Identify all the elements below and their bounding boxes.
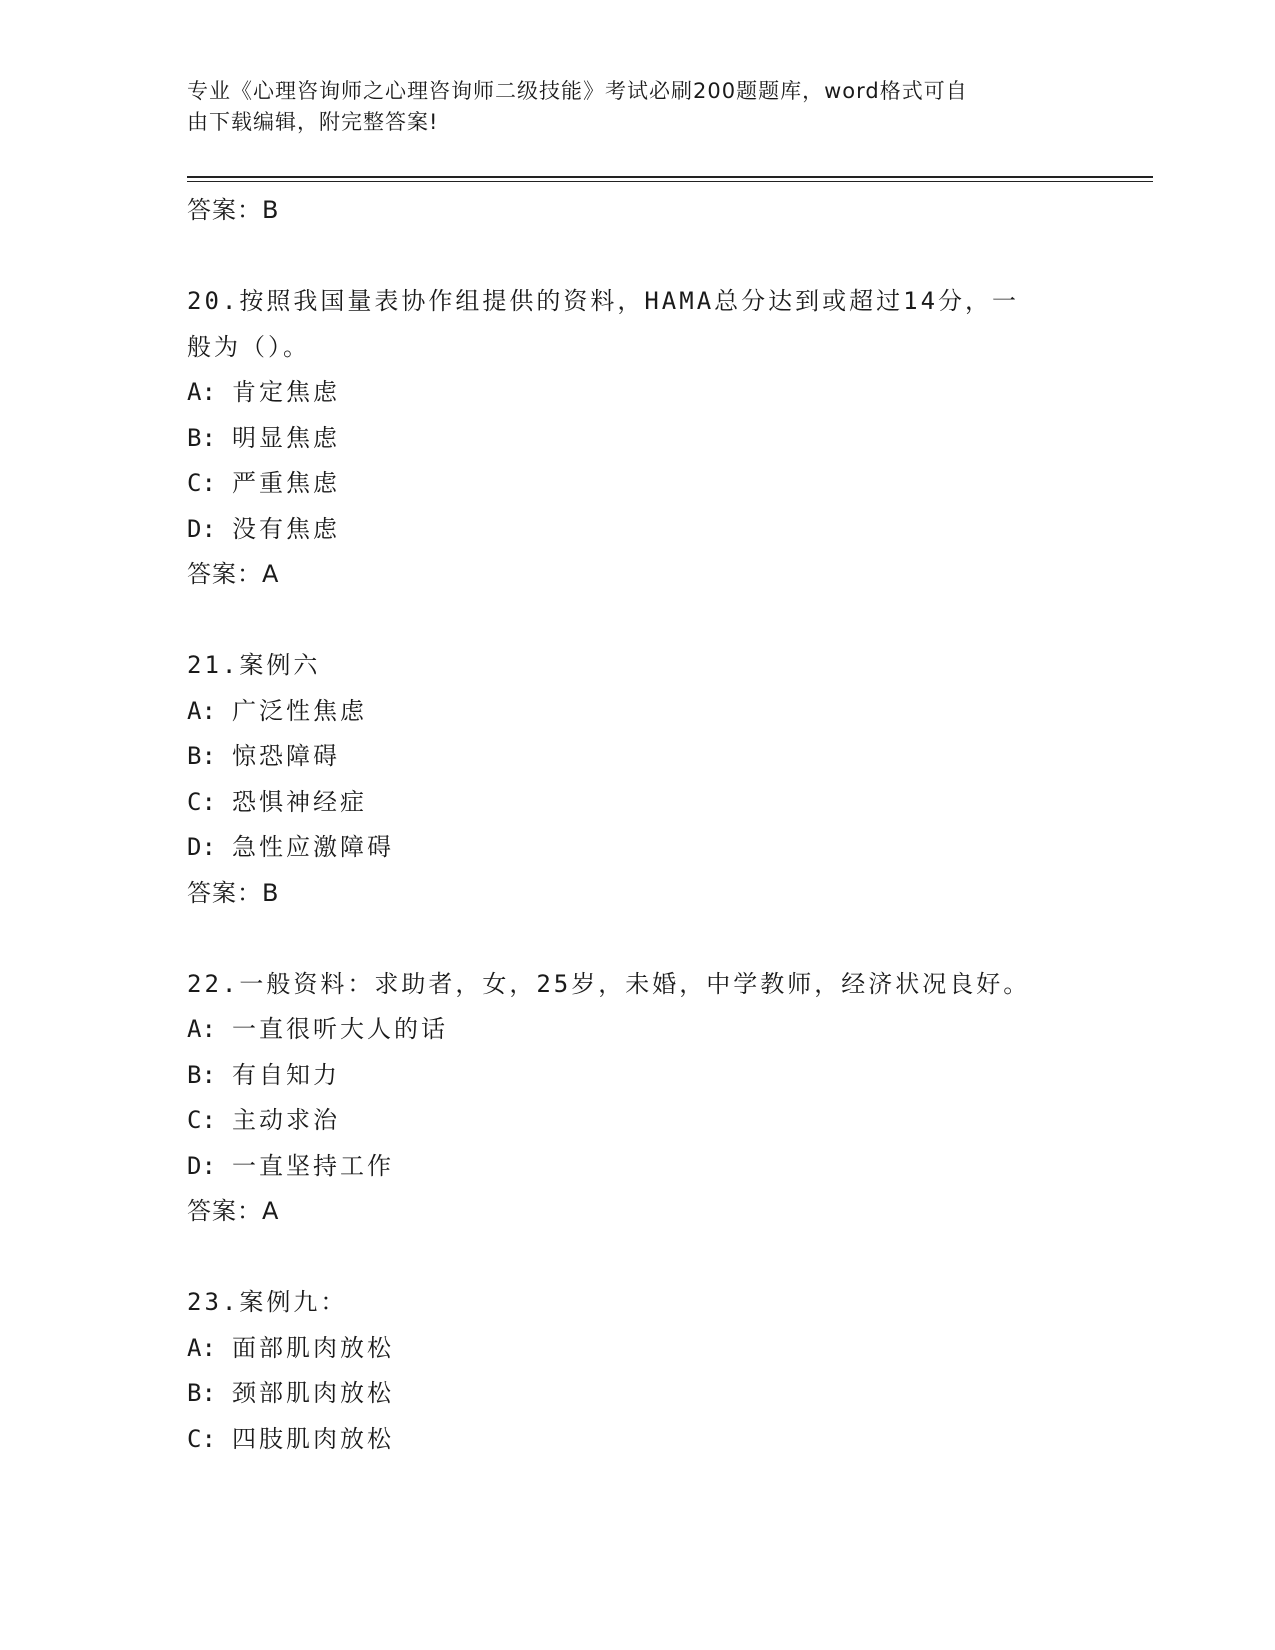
option-text: 明显焦虑 xyxy=(232,423,340,452)
option-letter: A: xyxy=(187,378,216,406)
option-text: 广泛性焦虑 xyxy=(232,696,367,725)
option-letter: B: xyxy=(187,1060,216,1089)
option-text: 颈部肌肉放松 xyxy=(232,1379,394,1407)
option-text: 惊恐障碍 xyxy=(232,742,340,770)
option-a xyxy=(187,689,1087,735)
option-a xyxy=(187,1326,1087,1372)
option-text: 一直很听大人的话 xyxy=(232,1015,448,1043)
option-letter: D: xyxy=(187,1151,216,1180)
answer-line: 答案：B xyxy=(187,878,280,907)
option-letter: B: xyxy=(187,1379,216,1407)
option-c xyxy=(187,780,1087,826)
answer-line: 答案：B xyxy=(187,196,280,224)
question-block xyxy=(187,1280,1087,1462)
option-letter: C: xyxy=(187,1424,216,1453)
option-text: 没有焦虑 xyxy=(232,514,340,543)
option-letter: D: xyxy=(187,833,216,861)
option-letter: C: xyxy=(187,787,216,816)
option-letter: D: xyxy=(187,514,216,543)
document-header xyxy=(187,76,1067,138)
header-line-2: 由下载编辑，附完整答案! xyxy=(187,110,439,134)
option-d xyxy=(187,825,1087,871)
option-b xyxy=(187,734,1087,780)
question-stem: 23.案例九： xyxy=(187,1288,348,1316)
question-block xyxy=(187,279,1087,598)
option-b xyxy=(187,416,1087,462)
option-a xyxy=(187,1007,1087,1053)
question-stem-continued: 般为（）。 xyxy=(187,332,310,361)
option-letter: C: xyxy=(187,469,216,497)
answer-line: 答案：A xyxy=(187,1197,280,1225)
option-letter: B: xyxy=(187,742,216,770)
header-divider-thin xyxy=(187,181,1153,182)
option-b xyxy=(187,1371,1087,1417)
option-d xyxy=(187,1144,1087,1190)
option-text: 一直坚持工作 xyxy=(232,1151,394,1180)
question-stem: 22.一般资料：求助者，女，25岁，未婚，中学教师，经济状况良好。 xyxy=(187,969,1031,998)
option-a xyxy=(187,370,1087,416)
question-stem: 21.案例六 xyxy=(187,651,321,679)
option-text: 有自知力 xyxy=(232,1060,340,1089)
option-letter: A: xyxy=(187,696,216,725)
option-b xyxy=(187,1053,1087,1099)
option-text: 严重焦虑 xyxy=(232,469,340,497)
option-c xyxy=(187,1417,1087,1463)
question-stem: 20.按照我国量表协作组提供的资料，HAMA总分达到或超过14分，一 xyxy=(187,287,1020,315)
header-divider-thick xyxy=(187,176,1153,178)
question-block xyxy=(187,962,1087,1235)
question-block xyxy=(187,643,1087,916)
header-line-1: 专业《心理咨询师之心理咨询师二级技能》考试必刷200题题库，word格式可自 xyxy=(187,79,968,103)
option-letter: A: xyxy=(187,1333,216,1362)
option-text: 面部肌肉放松 xyxy=(232,1333,394,1362)
option-letter: B: xyxy=(187,423,216,452)
option-letter: A: xyxy=(187,1015,216,1043)
question-content xyxy=(187,188,1087,1462)
option-text: 恐惧神经症 xyxy=(232,787,367,816)
option-text: 四肢肌肉放松 xyxy=(232,1424,394,1453)
option-text: 主动求治 xyxy=(232,1106,340,1134)
answer-line: 答案：A xyxy=(187,560,280,588)
option-text: 急性应激障碍 xyxy=(232,833,394,861)
option-text: 肯定焦虑 xyxy=(232,378,340,406)
option-letter: C: xyxy=(187,1106,216,1134)
option-c xyxy=(187,1098,1087,1144)
option-d xyxy=(187,507,1087,553)
option-c xyxy=(187,461,1087,507)
